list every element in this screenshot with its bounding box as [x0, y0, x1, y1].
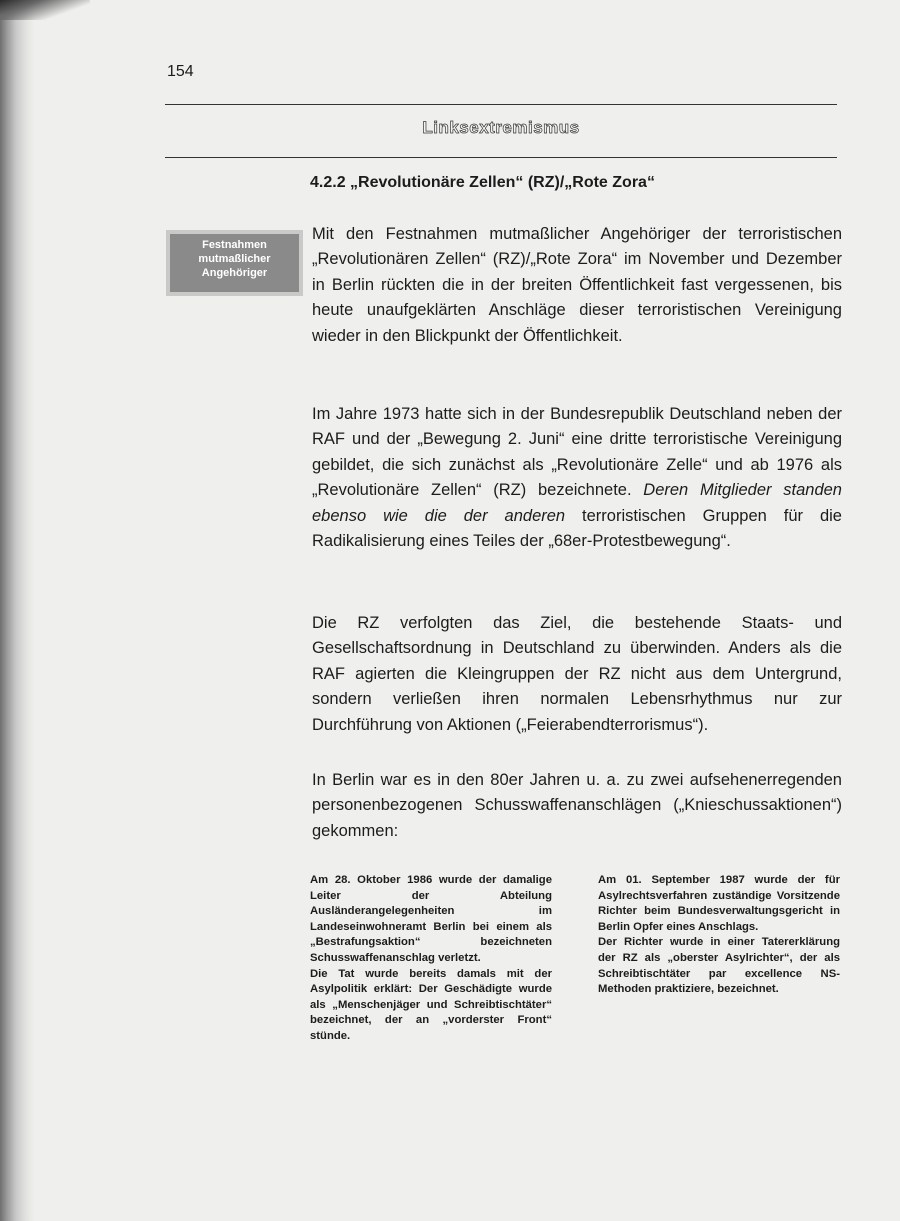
margin-note: Festnahmen mutmaßlicher Angehöriger — [166, 230, 303, 296]
case-box-1987-explanation: Der Richter wurde in einer Tatererklärung der RZ als „oberster Asylrichter“, der als Schreibtischtäter par excellence NS-Methoden praktiziere, bezeichnet. — [598, 936, 840, 996]
paragraph-2-text-start: Im Jahre 1973 hatte sich in der Bundesrepublik Deutschland neben der RAF und der „Bewegung 2. Juni“ eine dritte terroristische Vereinigung gebildet, die sich zunächst als „Revolutionäre Zelle“ und ab 1976 als „Revolutionäre Zellen“ (RZ) bezeichnete. — [312, 405, 842, 500]
running-header-title: Linksextremismus — [422, 118, 580, 137]
header-rule-top — [165, 104, 837, 105]
case-box-1987-text: Am 01. September 1987 wurde der für Asylrechtsverfahren zuständige Vorsitzende Richter beim Bundesverwaltungsgericht in Berlin Opfer eines Anschlags. — [598, 874, 840, 933]
page-number: 154 — [167, 63, 194, 80]
paragraph-2-text-end: terroristischen Gruppen für die Radikalisierung eines Teiles der „68er-Protestbewegung“. — [312, 506, 842, 551]
paragraph-4: In Berlin war es in den 80er Jahren u. a. zu zwei aufsehenerregenden personenbezogenen Schusswaffenanschlägen („Knieschussaktionen“) gekommen: — [312, 771, 842, 840]
case-box-1986 — [310, 873, 552, 1045]
paragraph-2-italic-text: Deren Mitglieder standen ebenso wie die der anderen — [312, 481, 842, 525]
scan-corner-shadow — [0, 0, 90, 20]
case-box-1986-text: Am 28. Oktober 1986 wurde der damalige Leiter der Abteilung Ausländerangelegenheiten im Landeseinwohneramt Berlin bei einem als „Bestrafungsaktion“ bezeichneten Schusswaffenanschlag verletzt. — [310, 874, 552, 964]
section-heading: 4.2.2 „Revolutionäre Zellen“ (RZ)/„Rote Zora“ — [310, 174, 655, 191]
paragraph-2 — [312, 402, 842, 554]
case-box-1987 — [598, 873, 840, 998]
paragraph-3: Die RZ verfolgten das Ziel, die bestehende Staats- und Gesellschaftsordnung in Deutschland zu überwinden. Anders als die RAF agierten die Kleingruppen der RZ nicht aus dem Untergrund, sondern verließen ihren normalen Lebensrhythmus nur zur Durchführung von Aktionen („Feierabendterrorismus“). — [312, 614, 842, 734]
header-rule-bottom — [165, 157, 837, 158]
case-box-1986-explanation: Die Tat wurde bereits damals mit der Asylpolitik erklärt: Der Geschädigte wurde als „Menschenjäger und Schreibtischtäter“ bezeichnet, der an „vorderster Front“ stünde. — [310, 967, 552, 1042]
book-binding-shadow — [0, 0, 34, 1221]
paragraph-1: Mit den Festnahmen mutmaßlicher Angehöriger der terroristischen „Revolutionären Zellen“ (RZ)/„Rote Zora“ im November und Dezember in Berlin rückten die in der breiten Öffentlichkeit fast vergessenen, bis heute unaufgeklärten Anschläge dieser terroristischen Vereinigung wieder in den Blickpunkt der Öffentlichkeit. — [312, 225, 842, 345]
